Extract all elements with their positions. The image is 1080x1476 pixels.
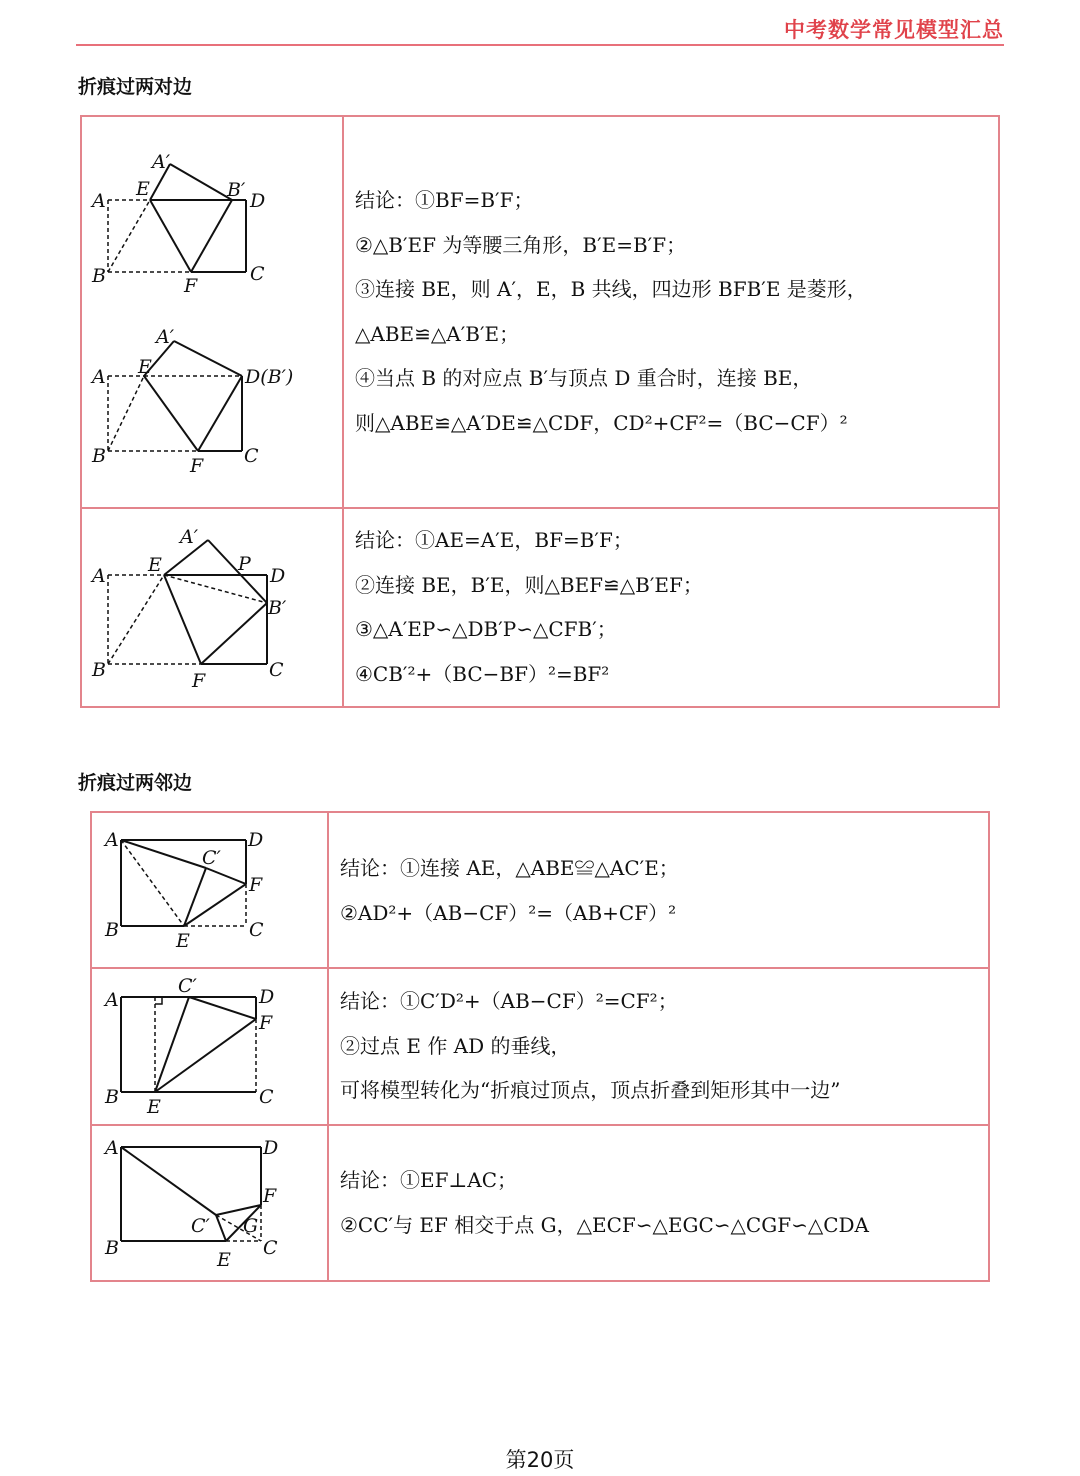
fig2-label-d-b-prime: D(B′): [245, 366, 294, 388]
conclusion-row-2: [355, 518, 703, 696]
fig3-label-d: D: [270, 565, 286, 587]
table-row-divider: [90, 1124, 990, 1126]
fig1-label-f: F: [184, 275, 198, 297]
fig4-label-f: F: [249, 874, 263, 896]
conclusion-line: 结论：①BF=B′F；: [355, 188, 534, 212]
section-title-adjacent-sides: 折痕过两邻边: [78, 772, 193, 794]
conclusion-line: 结论：①连接 AE，△ABE≌△AC′E；: [340, 856, 679, 880]
fig2-label-e: E: [138, 356, 152, 378]
fig1-label-c: C: [250, 263, 265, 285]
fig4-label-b: B: [105, 919, 119, 941]
fig5-label-d: D: [259, 986, 275, 1008]
fig6-label-g: G: [243, 1215, 259, 1237]
fig6-label-e: E: [217, 1249, 231, 1271]
figure-fold-adjacent-1: [96, 824, 321, 959]
document-header-title: 中考数学常见模型汇总: [784, 18, 1004, 42]
fig4-label-e: E: [176, 930, 190, 952]
fig6-label-d: D: [263, 1137, 279, 1159]
fig3-label-b-prime: B′: [268, 597, 287, 619]
conclusion-line: ②连接 BE，B′E，则△BEF≌△B′EF；: [355, 572, 703, 597]
fig5-label-f: F: [259, 1012, 273, 1034]
conclusion-line: ②过点 E 作 AD 的垂线，: [340, 1033, 571, 1058]
conclusion-row-4: [340, 979, 840, 1113]
figure-fold-opposite-3: [86, 516, 336, 696]
header-divider: [76, 44, 1004, 46]
conclusion-line: 可将模型转化为“折痕过顶点，顶点折叠到矩形其中一边”: [340, 1078, 841, 1102]
fig6-label-f: F: [263, 1185, 277, 1207]
conclusion-line: ④当点 B 的对应点 B′与顶点 D 重合时，连接 BE，: [355, 366, 813, 390]
section-title-opposite-sides: 折痕过两对边: [78, 76, 193, 98]
conclusion-row-1: [355, 178, 867, 445]
conclusion-line: ②△B′EF 为等腰三角形，B′E=B′F；: [355, 232, 687, 257]
fig1-label-b: B: [92, 265, 106, 287]
conclusion-line: ②CC′与 EF 相交于点 G，△ECF∽△EGC∽△CGF∽△CDA: [340, 1212, 869, 1237]
conclusion-line: △ABE≌△A′B′E；: [355, 321, 520, 346]
page-number: 第20页: [505, 1448, 575, 1472]
figure-fold-adjacent-3: [96, 1130, 321, 1275]
fig5-label-a: A: [105, 989, 119, 1011]
fig1-label-e: E: [136, 178, 150, 200]
table-row-divider: [80, 507, 1000, 509]
conclusion-row-3: [340, 846, 679, 935]
fig6-label-a: A: [105, 1137, 119, 1159]
conclusion-row-5: [340, 1158, 869, 1247]
conclusion-line: 结论：①EF⊥AC；: [340, 1168, 518, 1192]
fig1-label-a: A: [92, 190, 106, 212]
conclusion-line: ④CB′²+（BC−BF）²=BF²: [355, 661, 610, 686]
conclusion-line: ③连接 BE，则 A′，E，B 共线，四边形 BFB′E 是菱形，: [355, 277, 867, 301]
fig5-label-e: E: [147, 1096, 161, 1118]
fig6-label-b: B: [105, 1237, 119, 1259]
figure-fold-opposite-2: [86, 316, 336, 486]
fig4-label-d: D: [248, 829, 264, 851]
fig6-label-c-prime: C′: [191, 1215, 210, 1237]
fig1-label-d: D: [250, 190, 266, 212]
figure-fold-adjacent-2: [96, 972, 321, 1122]
fig3-label-b: B: [92, 659, 106, 681]
conclusion-line: ②AD²+（AB−CF）²=（AB+CF）²: [340, 900, 677, 925]
figure-fold-opposite-1: [86, 140, 336, 300]
fig4-label-c-prime: C′: [202, 847, 221, 869]
fig4-label-a: A: [105, 829, 119, 851]
conclusion-line: 结论：①AE=A′E，BF=B′F；: [355, 528, 633, 552]
fig5-label-c: C: [259, 1086, 274, 1108]
fig3-label-e: E: [148, 554, 162, 576]
fig3-label-c: C: [269, 659, 284, 681]
fig2-label-a-prime: A′: [156, 326, 175, 348]
fig3-label-a: A: [92, 565, 106, 587]
fig3-label-a-prime: A′: [180, 526, 199, 548]
table-row-divider: [90, 967, 990, 969]
fig2-label-a: A: [92, 366, 106, 388]
fig4-label-c: C: [249, 919, 264, 941]
fig5-label-c-prime: C′: [178, 975, 197, 997]
fig1-label-a-prime: A′: [152, 151, 171, 173]
fig2-label-b: B: [92, 445, 106, 467]
fig2-label-f: F: [190, 455, 204, 477]
conclusion-line: 结论：①C′D²+（AB−CF）²=CF²；: [340, 989, 678, 1013]
fig1-label-b-prime: B′: [227, 179, 246, 201]
fig2-label-c: C: [244, 445, 259, 467]
fig5-label-b: B: [105, 1086, 119, 1108]
conclusion-line: 则△ABE≌△A′DE≌△CDF，CD²+CF²=（BC−CF）²: [355, 410, 848, 435]
table-column-divider: [342, 115, 344, 708]
table-column-divider: [327, 811, 329, 1282]
conclusion-line: ③△A′EP∽△DB′P∽△CFB′；: [355, 617, 617, 641]
fig6-label-c: C: [263, 1237, 278, 1259]
fig3-label-f: F: [192, 670, 206, 692]
fig3-label-p: P: [238, 553, 251, 575]
